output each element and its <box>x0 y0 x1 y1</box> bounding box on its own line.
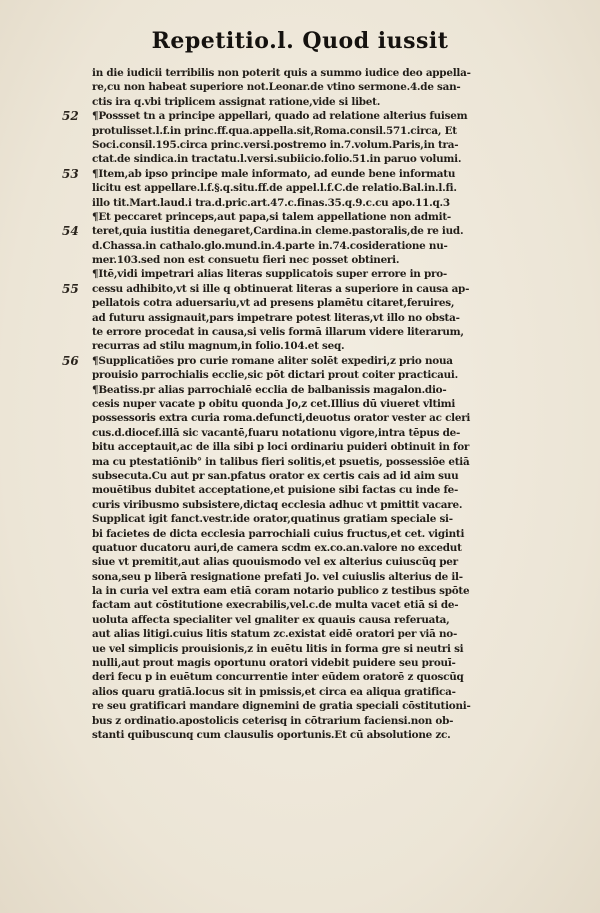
text-line: ad futuru assignauit,pars impetrare potest literas,vt illo no obsta- <box>92 311 460 324</box>
margin-number: 55 <box>62 282 79 296</box>
text-line: subsecuta.Cu aut pr san.pfatus orator ex certis cais ad id aim suu <box>92 469 459 482</box>
text-line: protulisset.l.f.in princ.ff.qua.appella.sit,Roma.consil.571.circa, Et <box>92 124 457 137</box>
text-line: in die iudicii terribilis non poterit quis a summo iudice deo appella- <box>92 67 471 79</box>
text-line: re seu gratificari mandare dignemini de gratia speciali cōstitutioni- <box>92 700 471 713</box>
text-line: factam aut cōstitutione execrabilis,vel.c.de multa vacet etiā si de- <box>92 599 459 612</box>
text-line: uoluta affecta specialiter vel gnaliter ex quauis causa referuata, <box>92 613 450 626</box>
text-line: illo tit.Mart.laud.i tra.d.pric.art.47.c.finas.35.q.9.c.cu apo.11.q.3 <box>92 196 450 209</box>
text-line: curis viribusmo subsistere,dictaq ecclesia adhuc vt pmittit vacare. <box>92 498 463 511</box>
text-line: ctat.de sindica.in tractatu.l.versi.subiicio.folio.51.in paruo volumi. <box>92 153 462 166</box>
text-line: bitu acceptauit,ac de illa sibi p loci ordinariu puideri obtinuit in for <box>92 441 470 454</box>
text-line: bus z ordinatio.apostolicis ceterisq in cōtrarium faciensi.non ob- <box>92 714 454 727</box>
text-line: siue vt premitit,aut alias quouismodo vel ex alterius cuiuscūq per <box>92 556 458 569</box>
text-line: prouisio parrochialis ecclie,sic pōt dictari prout coiter practicaui. <box>92 369 458 382</box>
text-line: ma cu ptestatiōnib° in talibus fieri solitis,et psuetis, possessiōe etiā <box>92 455 470 468</box>
body-text <box>92 66 572 742</box>
page-title: Repetitio.l. Quod iussit <box>151 28 449 54</box>
margin-number: 56 <box>62 354 79 368</box>
text-line: licitu est appellare.l.f.§.q.situ.ff.de appel.l.f.C.de relatio.Bal.in.l.fi. <box>92 182 457 195</box>
text-line: re,cu non habeat superiore not.Leonar.de vtino sermone.4.de san- <box>92 81 461 94</box>
text-line: possessoris extra curia roma.defuncti,deuotus orator vester ac cleri <box>92 412 471 425</box>
text-line: teret,quia iustitia denegaret,Cardina.in cleme.pastoralis,de re iud. <box>92 225 464 238</box>
text-line: aut alias litigi.cuius litis statum zc.existat eidē oratori per viā no- <box>92 628 458 641</box>
text-line: nulli,aut prout magis oportunu oratori videbit puidere seu prouī- <box>92 657 456 670</box>
text-line: ue vel simplicis prouisionis,z in euētu litis in forma gre si neutri si <box>92 642 464 655</box>
text-line: ¶Possset tn a principe appellari, quado ad relatione alterius fuisem <box>92 110 468 123</box>
text-line: la in curia vel extra eam etiā coram notario publico z testibus spōte <box>92 585 470 598</box>
margin-number: 52 <box>62 109 79 124</box>
text-line: Supplicat igit fanct.vestr.ide orator,quatinus gratiam speciale si- <box>92 513 453 526</box>
text-line: ¶Item,ab ipso principe male informato, ad eunde bene informatu <box>92 167 456 180</box>
text-line: te errore procedat in causa,si velis formā illarum videre literarum, <box>92 326 464 339</box>
text-line: alios quaru gratiā.locus sit in pmissis,et circa ea aliqua gratifica- <box>92 685 456 698</box>
text-line: ¶Supplicatiões pro curie romane aliter solēt expediri,z prio noua <box>92 354 453 367</box>
text-line: d.Chassa.in cathalo.glo.mund.in.4.parte in.74.cosideratione nu- <box>92 239 448 252</box>
text-line: sona,seu p liberā resignatione prefati Jo. vel cuiuslis alterius de il- <box>92 570 463 583</box>
text-line: ¶Et peccaret princeps,aut papa,si talem appellatione non admit- <box>92 210 451 223</box>
text-line: ¶Beatiss.pr alias parrochialē ecclia de balbanissis magalon.dio- <box>92 383 447 396</box>
text-line: quatuor ducatoru auri,de camera scdm ex.co.an.valore no excedut <box>92 541 462 554</box>
text-line: ¶Itē,vidi impetrari alias literas supplicatois super errore in pro- <box>92 268 447 281</box>
margin-number: 53 <box>62 166 79 181</box>
text-line: pellatois cotra aduersariu,vt ad presens plamētu citaret,feruires, <box>92 297 455 310</box>
text-line: mouētibus dubitet acceptatione,et puisione sibi factas cu inde fe- <box>92 484 459 497</box>
text-line: Soci.consil.195.circa princ.versi.postremo in.7.volum.Paris,in tra- <box>92 138 459 151</box>
text-line: deri fecu p in euētum concurrentie inter eūdem oratorē z quoscūq <box>92 671 464 684</box>
text-line: bi facietes de dicta ecclesia parrochiali cuius fructus,et cet. viginti <box>92 527 465 540</box>
margin-number: 54 <box>62 224 79 239</box>
text-line: stanti quibuscunq cum clausulis oportunis.Et cū absolutione zc. <box>92 728 451 741</box>
text-line: ctis ira q.vbi triplicem assignat ratione,vide si libet. <box>92 95 381 108</box>
text-line: cus.d.diocef.illā sic vacantē,fuaru notationu vigore,intra tēpus de- <box>92 426 461 439</box>
text-line: cessu adhibito,vt si ille q obtinuerat literas a superiore in causa ap- <box>92 282 470 295</box>
text-line: cesis nuper vacate p obitu quonda Jo,z cet.Illius dū viueret vltimi <box>92 397 456 410</box>
text-line: recurras ad stilu magnum,in folio.104.et seq. <box>92 340 345 353</box>
text-line: mer.103.sed non est consuetu fieri nec posset obtineri. <box>92 254 400 267</box>
